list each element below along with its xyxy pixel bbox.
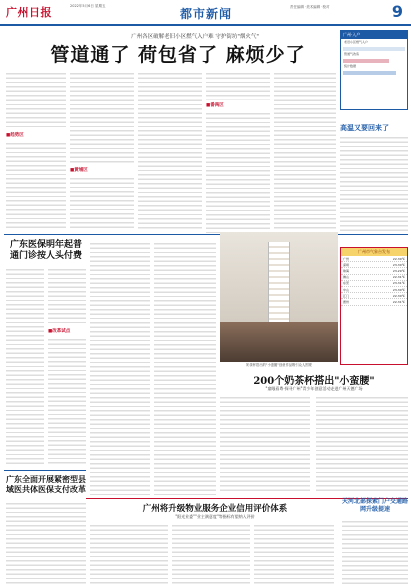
issue-date: 2022年5月6日 星期五 (70, 4, 106, 8)
temperature-range: 23-30℃ (392, 287, 405, 292)
milk-tea-tower-photo (220, 232, 338, 362)
text-block (70, 175, 134, 230)
lead-kicker: 广州各区破解老旧小区燃气入户难 守护街坊"烟火气" (131, 34, 259, 40)
middle-col-2 (154, 240, 216, 495)
sidebar-label-3: 统计数据 (344, 64, 357, 68)
city-name: 广州 (343, 256, 350, 261)
bottom-story-headline: 广州将升级物业服务企业信用评价体系 (142, 504, 288, 514)
lead-col-3 (138, 70, 202, 230)
table-rows (341, 256, 407, 306)
bar-mark (343, 59, 389, 63)
corner-story-body (342, 518, 408, 584)
city-name: 江门 (343, 293, 350, 298)
lead-col-5 (274, 70, 336, 230)
sidebar-label-1: 老旧小区燃气入户 (344, 40, 369, 44)
masthead (0, 0, 411, 26)
left-story-2-body (6, 500, 86, 584)
city-name: 深圳 (343, 262, 350, 267)
weather-table (340, 247, 408, 365)
text-block (138, 70, 202, 230)
text-block (206, 70, 270, 100)
city-name: 东莞 (343, 281, 350, 286)
text-block (220, 394, 310, 494)
table-title: 广州市气象台发布 (341, 248, 407, 256)
temperature-range: 23-29℃ (392, 268, 405, 273)
text-block (340, 134, 408, 234)
text-block (90, 522, 168, 584)
text-block (70, 70, 134, 165)
crowd (220, 322, 338, 362)
lead-col-1 (6, 70, 66, 230)
text-block (254, 522, 334, 584)
text-block (48, 336, 86, 466)
temperature-range: 22-31℃ (392, 299, 405, 304)
text-block (342, 518, 408, 584)
middle-col-1 (90, 240, 150, 495)
lead-subhead-2: ■黄埔区 (70, 168, 88, 173)
temperature-range: 23-30℃ (392, 262, 405, 267)
sidebar-headline: 高温又要回来了 (340, 124, 389, 132)
center-story-col-1 (220, 394, 310, 494)
temperature-range: 22-30℃ (392, 293, 405, 298)
sidebar-story (340, 134, 408, 234)
city-name: 中山 (343, 287, 350, 292)
left-story-1-col-1 (6, 266, 44, 466)
bottom-story-col-3 (254, 522, 334, 584)
page-number: 9 (391, 2, 403, 21)
sidebar-tag: 广州·入户 (341, 31, 407, 39)
section-divider (4, 234, 408, 235)
table-row (341, 299, 407, 305)
lead-col-2 (70, 70, 134, 230)
text-block (316, 394, 408, 494)
corner-story-headline: 天河北部探索门户交通路网升级提速 (342, 498, 409, 513)
section-title: 都市新闻 (180, 7, 233, 21)
sidebar-label-2: 管道气改造 (344, 52, 360, 56)
bottom-story-subhead: "阳光业委""业主满意度"等指标有望纳入评价 (175, 514, 255, 519)
center-story-col-2 (316, 394, 408, 494)
left-story-1-headline: 广东医保明年起普通门诊按人头付费 (9, 240, 82, 261)
text-block (6, 70, 66, 130)
text-block (154, 240, 216, 495)
left-story-1-col-2 (48, 266, 86, 466)
section-divider (4, 470, 86, 471)
center-story-headline: 200个奶茶杯搭出"小蛮腰" (253, 376, 375, 387)
lead-subhead-3: ■番禺区 (206, 103, 224, 108)
center-story-subhead: "童眼看粤·探寻广州"青少年创意活动走进广州天德广场 (265, 386, 363, 391)
bottom-story-col-2 (172, 522, 250, 584)
lead-col-4 (206, 70, 270, 230)
editor-credit: 责任编辑 ·美术编辑 ·校对 (290, 5, 330, 9)
sidebar-infographic (340, 30, 408, 110)
city-name: 惠州 (343, 299, 350, 304)
text-block (6, 500, 86, 584)
temperature-range: 22-31℃ (392, 275, 405, 280)
city-name: 珠海 (343, 268, 350, 273)
bottom-story-col-1 (90, 522, 168, 584)
bar-mark (343, 47, 405, 51)
text-block (206, 110, 270, 235)
left-story-2-headline: 广东全面开展紧密型县域医共体医保支付改革 (6, 474, 86, 494)
text-block (6, 140, 66, 230)
photo-caption: 奶茶杯搭出的"小蛮腰"创意作品吸引众人围观 (246, 363, 312, 367)
bar-mark (343, 71, 396, 75)
text-block (90, 240, 150, 495)
text-block (48, 266, 86, 326)
temperature-range: 22-30℃ (392, 256, 405, 261)
text-block (274, 70, 336, 230)
lead-headline: 管道通了 荷包省了 麻烦少了 (50, 44, 306, 66)
lead-subhead-1: ■趋势区 (6, 133, 24, 138)
city-name: 佛山 (343, 275, 350, 280)
text-block (172, 522, 250, 584)
newspaper-logo: 广州日报 (6, 6, 52, 19)
temperature-range: 23-31℃ (392, 281, 405, 286)
left-story-1-subhead: ■改革试点 (48, 329, 71, 334)
text-block (6, 266, 44, 466)
